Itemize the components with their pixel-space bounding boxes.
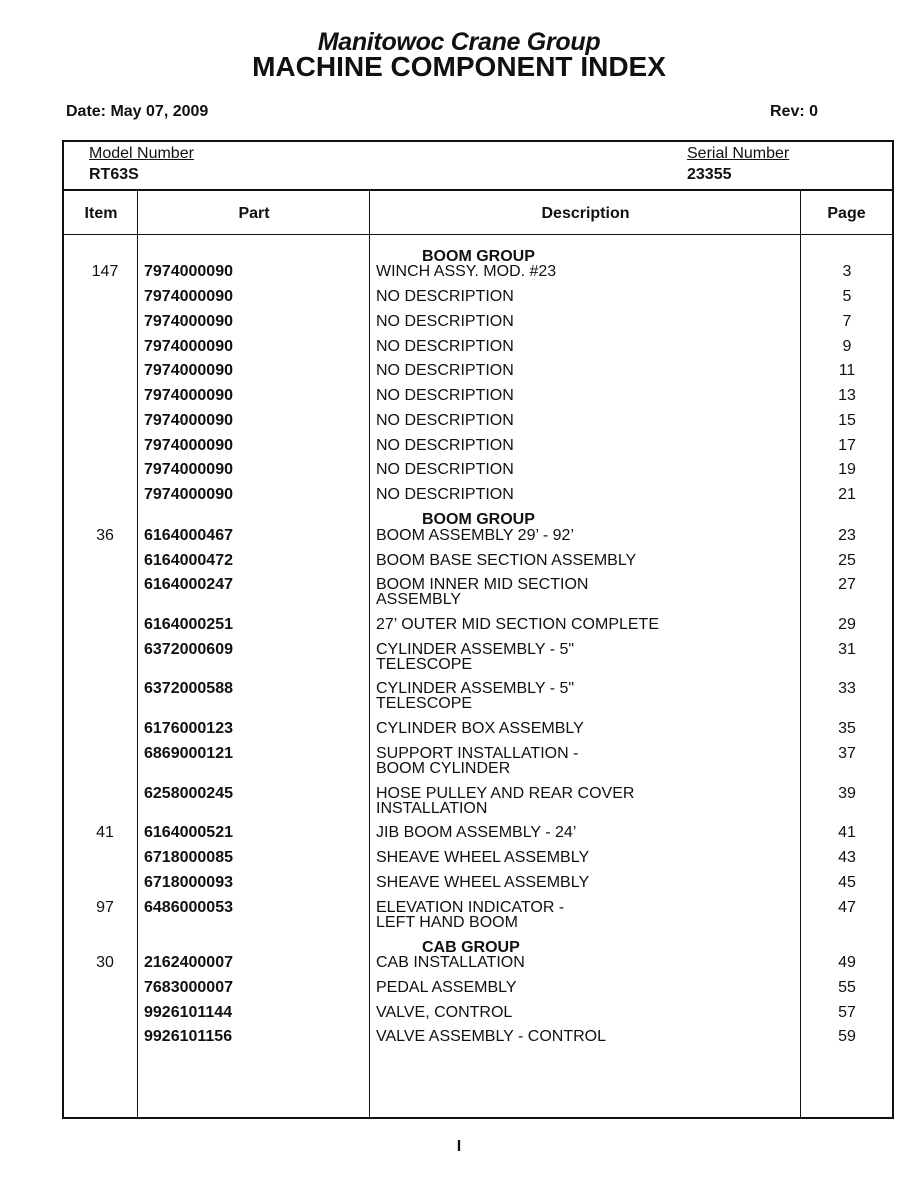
row-description	[376, 786, 776, 816]
row-page-number: 47	[838, 899, 856, 916]
column-header-part: Part	[238, 205, 270, 222]
group-heading: BOOM GROUP	[422, 248, 535, 265]
row-page-number: 31	[838, 641, 856, 658]
row-description	[376, 462, 776, 477]
row-page-number: 7	[842, 313, 852, 330]
row-description	[376, 289, 776, 304]
row-description-line: NO DESCRIPTION	[376, 387, 514, 404]
row-description-line: NO DESCRIPTION	[376, 362, 514, 379]
row-part-number: 7974000090	[144, 412, 233, 429]
row-description	[376, 955, 776, 970]
row-description-line: LEFT HAND BOOM	[376, 914, 518, 931]
row-item-number: 36	[96, 527, 114, 544]
document-title: MACHINE COMPONENT INDEX	[252, 51, 666, 82]
row-part-number: 7974000090	[144, 288, 233, 305]
row-description-line: ASSEMBLY	[376, 591, 462, 608]
row-description	[376, 825, 776, 840]
row-description-line: BOOM BASE SECTION ASSEMBLY	[376, 552, 637, 569]
row-description	[376, 413, 776, 428]
row-part-number: 7974000090	[144, 437, 233, 454]
page-number: I	[456, 1138, 462, 1155]
row-page-number: 3	[842, 263, 852, 280]
row-description	[376, 746, 776, 776]
row-description-line: SUPPORT INSTALLATION -	[376, 745, 579, 762]
row-part-number: 6486000053	[144, 899, 233, 916]
row-part-number: 6718000085	[144, 849, 233, 866]
document-date: Date: May 07, 2009	[66, 103, 209, 120]
row-page-number: 13	[838, 387, 856, 404]
row-description-line: TELESCOPE	[376, 695, 473, 712]
row-description-line: VALVE, CONTROL	[376, 1004, 513, 1021]
row-description-line: NO DESCRIPTION	[376, 338, 514, 355]
column-header-page: Page	[827, 205, 866, 222]
row-part-number: 6164000251	[144, 616, 233, 633]
row-part-number: 6164000467	[144, 527, 233, 544]
row-description	[376, 314, 776, 329]
row-page-number: 5	[842, 288, 852, 305]
row-description-line: 27’ OUTER MID SECTION COMPLETE	[376, 616, 659, 633]
row-part-number: 6164000472	[144, 552, 233, 569]
row-description	[376, 681, 776, 711]
row-page-number: 17	[838, 437, 856, 454]
row-page-number: 49	[838, 954, 856, 971]
row-description-line: BOOM CYLINDER	[376, 760, 511, 777]
column-header-description: Description	[541, 205, 630, 222]
row-item-number: 147	[91, 263, 119, 280]
row-description	[376, 642, 776, 672]
row-page-number: 33	[838, 680, 856, 697]
row-description-line: VALVE ASSEMBLY - CONTROL	[376, 1028, 606, 1045]
row-description	[376, 1029, 776, 1044]
row-description	[376, 617, 776, 632]
row-description	[376, 980, 776, 995]
row-page-number: 21	[838, 486, 856, 503]
row-page-number: 41	[838, 824, 856, 841]
row-description-line: CAB INSTALLATION	[376, 954, 525, 971]
model-number-value: RT63S	[89, 166, 139, 183]
row-description	[376, 487, 776, 502]
row-description	[376, 1005, 776, 1020]
row-part-number: 7974000090	[144, 387, 233, 404]
row-description-line: TELESCOPE	[376, 656, 473, 673]
row-page-number: 25	[838, 552, 856, 569]
row-description-line: JIB BOOM ASSEMBLY - 24’	[376, 824, 577, 841]
row-page-number: 57	[838, 1004, 856, 1021]
row-part-number: 7683000007	[144, 979, 233, 996]
serial-number-value: 23355	[687, 166, 732, 183]
row-item-number: 30	[96, 954, 114, 971]
row-description	[376, 850, 776, 865]
row-description	[376, 577, 776, 607]
row-part-number: 6372000588	[144, 680, 233, 697]
row-description	[376, 264, 776, 279]
row-page-number: 9	[842, 338, 852, 355]
row-page-number: 59	[838, 1028, 856, 1045]
row-part-number: 6164000247	[144, 576, 233, 593]
row-description-line: BOOM ASSEMBLY 29’ - 92’	[376, 527, 575, 544]
group-heading: BOOM GROUP	[422, 511, 535, 528]
row-description	[376, 363, 776, 378]
row-item-number: 97	[96, 899, 114, 916]
row-part-number: 6372000609	[144, 641, 233, 658]
serial-number-label: Serial Number	[687, 145, 790, 162]
row-description-line: NO DESCRIPTION	[376, 313, 514, 330]
document-revision: Rev: 0	[770, 103, 819, 120]
row-part-number: 6258000245	[144, 785, 233, 802]
row-description-line: CYLINDER ASSEMBLY - 5"	[376, 680, 575, 697]
row-page-number: 11	[838, 362, 856, 379]
row-part-number: 9926101156	[144, 1028, 233, 1045]
row-part-number: 2162400007	[144, 954, 233, 971]
column-header-item: Item	[84, 205, 118, 222]
row-part-number: 7974000090	[144, 486, 233, 503]
row-description-line: SHEAVE WHEEL ASSEMBLY	[376, 874, 590, 891]
model-number-label: Model Number	[89, 145, 194, 162]
row-page-number: 37	[838, 745, 856, 762]
row-description	[376, 875, 776, 890]
row-page-number: 45	[838, 874, 856, 891]
row-description-line: NO DESCRIPTION	[376, 437, 514, 454]
row-part-number: 7974000090	[144, 338, 233, 355]
row-description-line: PEDAL ASSEMBLY	[376, 979, 517, 996]
row-part-number: 6176000123	[144, 720, 233, 737]
row-description-line: INSTALLATION	[376, 800, 488, 817]
row-part-number: 7974000090	[144, 263, 233, 280]
row-description	[376, 721, 776, 736]
row-description-line: CYLINDER BOX ASSEMBLY	[376, 720, 584, 737]
row-description-line: NO DESCRIPTION	[376, 288, 514, 305]
table-body	[64, 142, 892, 1117]
row-page-number: 29	[838, 616, 856, 633]
row-part-number: 7974000090	[144, 362, 233, 379]
row-part-number: 7974000090	[144, 461, 233, 478]
row-description-line: CYLINDER ASSEMBLY - 5"	[376, 641, 575, 658]
row-page-number: 55	[838, 979, 856, 996]
row-page-number: 35	[838, 720, 856, 737]
row-description-line: HOSE PULLEY AND REAR COVER	[376, 785, 635, 802]
row-part-number: 7974000090	[144, 313, 233, 330]
row-description	[376, 339, 776, 354]
row-description-line: SHEAVE WHEEL ASSEMBLY	[376, 849, 590, 866]
row-description	[376, 900, 776, 930]
row-page-number: 43	[838, 849, 856, 866]
row-description-line: NO DESCRIPTION	[376, 461, 514, 478]
row-part-number: 6869000121	[144, 745, 233, 762]
row-description-line: NO DESCRIPTION	[376, 412, 514, 429]
row-item-number: 41	[96, 824, 114, 841]
row-description-line: WINCH ASSY. MOD. #23	[376, 263, 557, 280]
row-part-number: 6718000093	[144, 874, 233, 891]
row-description-line: BOOM INNER MID SECTION	[376, 576, 589, 593]
row-page-number: 23	[838, 527, 856, 544]
group-heading: CAB GROUP	[422, 939, 520, 956]
row-part-number: 9926101144	[144, 1004, 233, 1021]
row-page-number: 15	[838, 412, 856, 429]
row-page-number: 39	[838, 785, 856, 802]
row-page-number: 19	[838, 461, 856, 478]
row-description-line: ELEVATION INDICATOR -	[376, 899, 565, 916]
row-description	[376, 553, 776, 568]
row-description	[376, 438, 776, 453]
company-name: Manitowoc Crane Group	[317, 28, 601, 56]
row-description	[376, 528, 776, 543]
row-page-number: 27	[838, 576, 856, 593]
row-part-number: 6164000521	[144, 824, 233, 841]
row-description-line: NO DESCRIPTION	[376, 486, 514, 503]
component-index-table	[62, 140, 894, 1119]
row-description	[376, 388, 776, 403]
